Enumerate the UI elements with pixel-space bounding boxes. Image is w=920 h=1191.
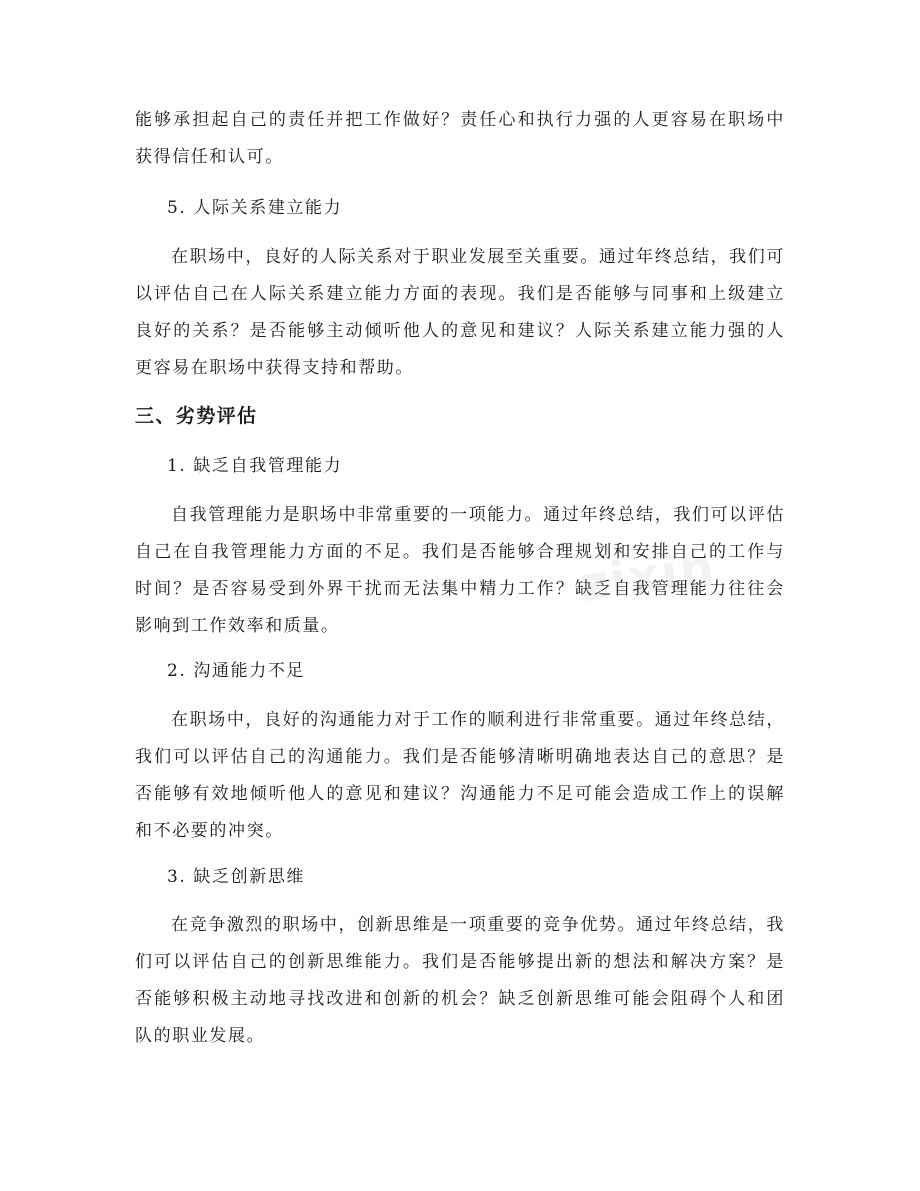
paragraph-interpersonal-skills: 在职场中，良好的人际关系对于职业发展至关重要。通过年终总结，我们可以评估自己在人际关系建立能力方面的表现。我们是否能够与同事和上级建立良好的关系？是否能够主动倾听他人的意见和建议？人际关系建立能力强的人更容易在职场中获得支持和帮助。 xyxy=(135,247,785,378)
paragraph-self-management: 自我管理能力是职场中非常重要的一项能力。通过年终总结，我们可以评估自己在自我管理能力方面的不足。我们是否能够合理规划和安排自己的工作与时间？是否容易受到外界干扰而无法集中精力工作？缺乏自我管理能力往往会影响到工作效率和质量。 xyxy=(135,505,785,636)
watermark: zixin xyxy=(576,538,720,614)
paragraph-innovation: 在竞争激烈的职场中，创新思维是一项重要的竞争优势。通过年终总结，我们可以评估自己的创新思维能力。我们是否能够提出新的想法和解决方案？是否能够积极主动地寻找改进和创新的机会？缺乏创新思维可能会阻碍个人和团队的职业发展。 xyxy=(135,915,785,1046)
section-heading-weakness: 三、劣势评估 xyxy=(135,405,258,427)
list-item-interpersonal-skills: 5. 人际关系建立能力 xyxy=(167,198,343,218)
paragraph-communication: 在职场中，良好的沟通能力对于工作的顺利进行非常重要。通过年终总结，我们可以评估自己的沟通能力。我们是否能够清晰明确地表达自己的意思？是否能够有效地倾听他人的意见和建议？沟通能力不足可能会造成工作上的误解和不必要的冲突。 xyxy=(135,710,785,841)
paragraph-continuation: 能够承担起自己的责任并把工作做好？责任心和执行力强的人更容易在职场中获得信任和认可。 xyxy=(135,110,785,167)
list-item-communication: 2. 沟通能力不足 xyxy=(167,661,306,681)
list-item-self-management: 1. 缺乏自我管理能力 xyxy=(167,456,343,476)
list-item-innovation: 3. 缺乏创新思维 xyxy=(167,867,306,887)
